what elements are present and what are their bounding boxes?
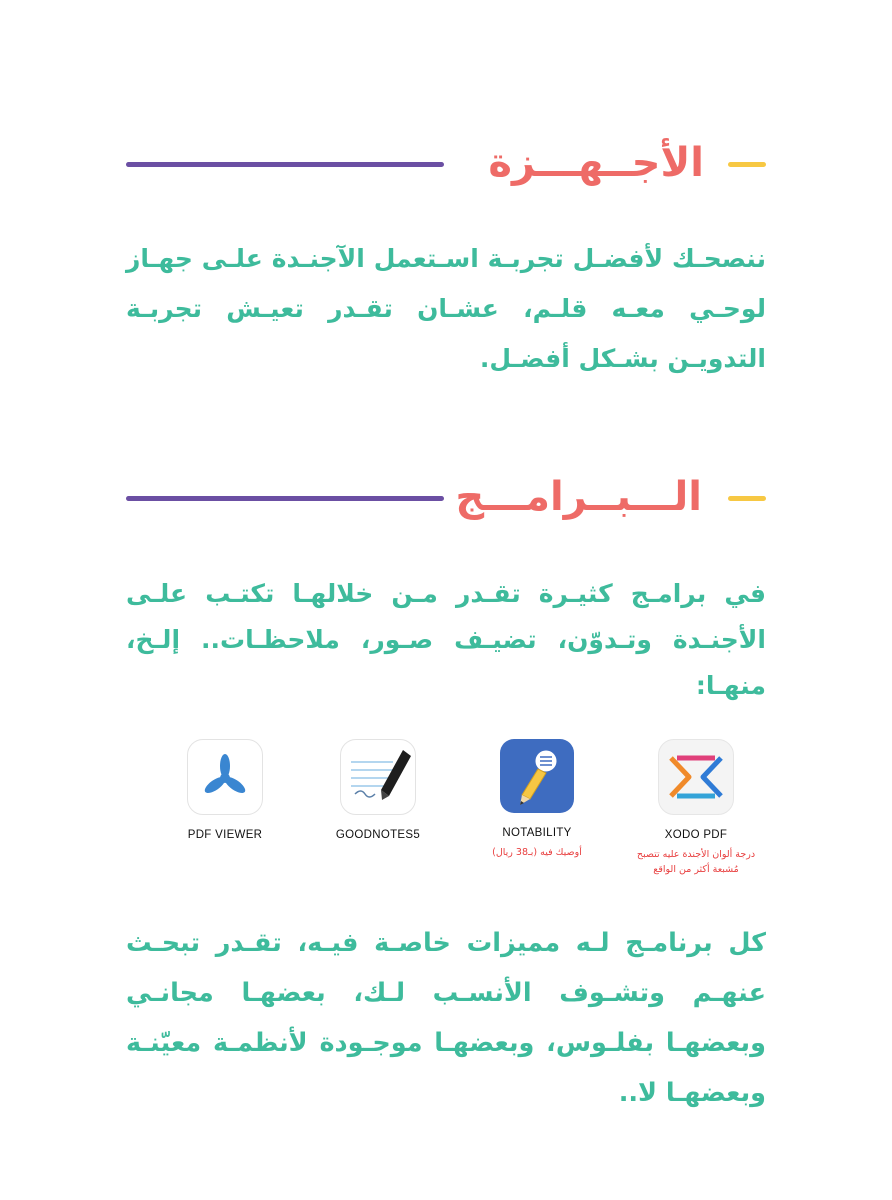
app-name: PDF VIEWER xyxy=(187,829,263,841)
header-divider-line xyxy=(126,496,444,501)
header-accent-dash xyxy=(728,162,766,167)
goodnotes-icon[interactable] xyxy=(340,739,416,815)
apps-paragraph: في برامـج كثيـرة تقـدر مـن خلالهـا تكتـب علـى الأجنـدة وتـدوّن، تضيـف صـور، ملاحظـات.. إلـخ، منهـا: xyxy=(126,579,766,700)
app-name: GOODNOTES5 xyxy=(335,829,421,841)
pdf-viewer-icon[interactable] xyxy=(187,739,263,815)
apps-title: الـــبــرامـــج xyxy=(455,474,702,520)
header-accent-dash xyxy=(728,496,766,501)
app-name: XODO PDF xyxy=(664,829,728,841)
app-note: أوصيك فيه (بـ38 ريال) xyxy=(492,847,582,858)
devices-title: الأجــهـــزة xyxy=(488,140,704,186)
app-note: درجة ألوان الأجندة عليه تتصبح مُشبعة أكثر من الواقع xyxy=(636,849,756,875)
header-divider-line xyxy=(126,162,444,167)
xodo-icon[interactable] xyxy=(658,739,734,815)
app-notability[interactable] xyxy=(452,739,622,860)
app-pdf-viewer[interactable] xyxy=(140,739,310,841)
notability-icon[interactable] xyxy=(500,739,574,813)
apps-header xyxy=(126,470,766,530)
app-xodo[interactable] xyxy=(611,739,781,877)
app-name: NOTABILITY xyxy=(502,827,572,839)
devices-header xyxy=(126,136,766,196)
closing-paragraph: كل برنامـج لـه مميزات خاصـة فيـه، تقـدر تبحـث عنهـم وتشـوف الأنسـب لـك، بعضهـا مجانـي وبعضهـا بفلـوس، وبعضهـا موجـودة لأنظمـة معيّنـة وبعضهـا لا.. xyxy=(126,928,766,1108)
app-goodnotes[interactable] xyxy=(293,739,463,841)
devices-paragraph: ننصحـك لأفضـل تجربـة اسـتعمل الآجنـدة علـى جهـاز لوحـي معـه قلـم، عشـان تقـدر تعيـش تجربـة التدويـن بشـكل أفضـل. xyxy=(126,244,766,373)
